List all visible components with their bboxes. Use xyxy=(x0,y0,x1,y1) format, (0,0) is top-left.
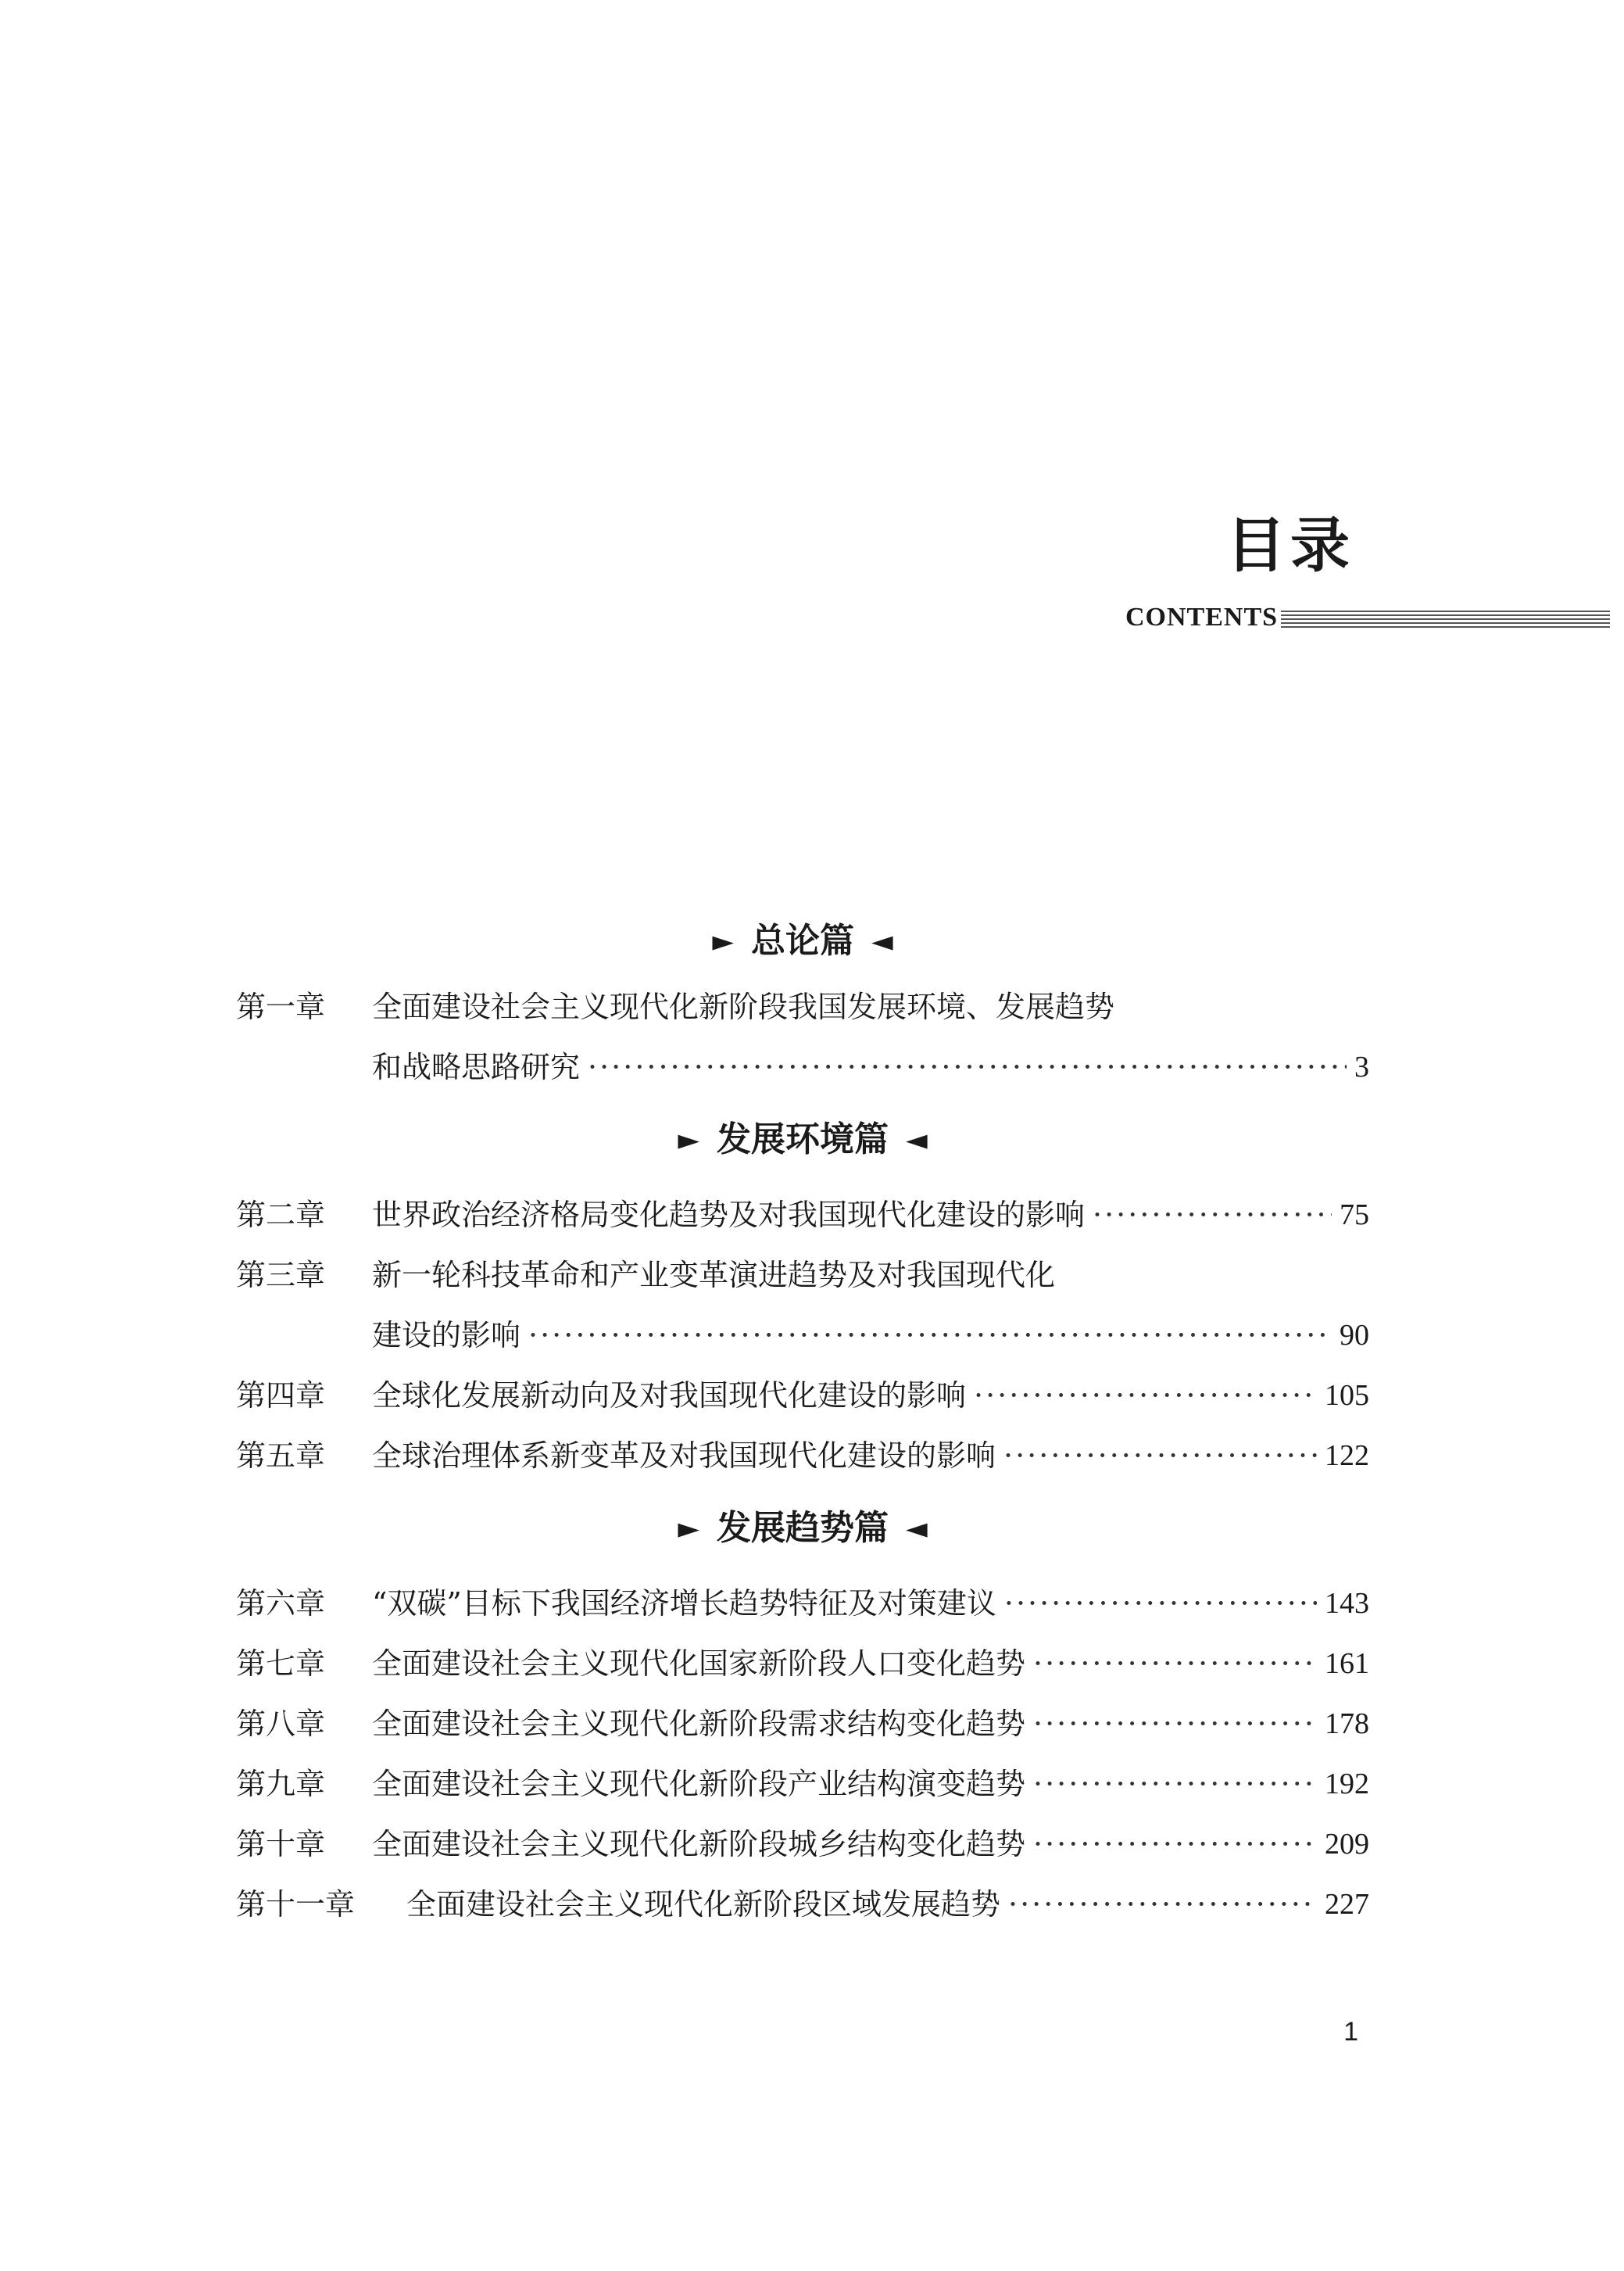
right-pointer-icon: ► xyxy=(678,1512,699,1545)
page-number: 209 xyxy=(1325,1828,1369,1861)
toc-entry-chapter-11[interactable] xyxy=(236,1875,1369,1935)
page-number: 90 xyxy=(1340,1319,1369,1352)
toc-entry-chapter-1[interactable] xyxy=(236,977,1369,1037)
contents-subtitle: CONTENTS xyxy=(1125,603,1279,632)
page-title: 目录 xyxy=(1226,510,1354,580)
chapter-title: 全面建设社会主义现代化新阶段产业结构演变趋势 xyxy=(372,1767,1026,1801)
chapter-title: 全面建设社会主义现代化新阶段城乡结构变化趋势 xyxy=(372,1827,1026,1861)
chapter-number: 第十章 xyxy=(236,1827,326,1861)
page-number: 143 xyxy=(1325,1587,1369,1620)
toc-entry-chapter-4[interactable] xyxy=(236,1366,1369,1426)
dot-leader xyxy=(974,1366,1317,1426)
section-title: 总论篇 xyxy=(751,921,854,961)
page-number: 192 xyxy=(1325,1768,1369,1800)
page-number: 3 xyxy=(1354,1051,1369,1084)
toc-heading xyxy=(1226,510,1354,580)
page-number: 105 xyxy=(1325,1379,1369,1412)
toc-entry-chapter-6[interactable] xyxy=(236,1574,1369,1634)
toc-entry-chapter-8[interactable] xyxy=(236,1694,1369,1754)
chapter-title: 全面建设社会主义现代化国家新阶段人口变化趋势 xyxy=(372,1646,1026,1681)
chapter-title: 全面建设社会主义现代化新阶段区域发展趋势 xyxy=(406,1887,1001,1922)
chapter-title: “双碳”目标下我国经济增长趋势特征及对策建议 xyxy=(372,1586,996,1621)
decorative-rule-lines xyxy=(1281,611,1610,628)
dot-leader xyxy=(1033,1634,1317,1694)
chapter-title: 全球化发展新动向及对我国现代化建设的影响 xyxy=(372,1378,967,1413)
chapter-title: 世界政治经济格局变化趋势及对我国现代化建设的影响 xyxy=(372,1198,1086,1232)
toc-entry-chapter-2[interactable] xyxy=(236,1185,1369,1245)
chapter-number: 第一章 xyxy=(236,990,326,1024)
toc-entry-chapter-10[interactable] xyxy=(236,1814,1369,1875)
dot-leader xyxy=(588,1037,1347,1098)
dot-leader xyxy=(1093,1185,1332,1245)
toc-entry-chapter-7[interactable] xyxy=(236,1634,1369,1694)
left-pointer-icon: ◄ xyxy=(906,1512,928,1545)
chapter-number: 第八章 xyxy=(236,1707,326,1741)
page-number: 122 xyxy=(1325,1439,1369,1472)
chapter-title-line2: 和战略思路研究 xyxy=(372,1050,581,1084)
page-number: 75 xyxy=(1340,1198,1369,1231)
chapter-number: 第五章 xyxy=(236,1438,326,1473)
chapter-title-line1: 新一轮科技革命和产业变革演进趋势及对我国现代化 xyxy=(372,1258,1056,1292)
dot-leader xyxy=(1004,1574,1317,1634)
section-header-trends xyxy=(236,1502,1369,1555)
section-header-environment xyxy=(236,1113,1369,1166)
chapter-title: 全球治理体系新变革及对我国现代化建设的影响 xyxy=(372,1438,996,1473)
table-of-contents xyxy=(236,915,1369,1935)
chapter-number: 第六章 xyxy=(236,1586,326,1621)
right-pointer-icon: ► xyxy=(678,1123,699,1156)
page-number: 227 xyxy=(1325,1888,1369,1921)
toc-entry-chapter-3[interactable] xyxy=(236,1245,1369,1306)
page-number: 178 xyxy=(1325,1707,1369,1740)
dot-leader xyxy=(1008,1875,1317,1935)
left-pointer-icon: ◄ xyxy=(871,925,893,958)
dot-leader xyxy=(1033,1814,1317,1875)
chapter-number: 第七章 xyxy=(236,1646,326,1681)
toc-entry-chapter-1-continued[interactable] xyxy=(236,1037,1369,1098)
chapter-number: 第四章 xyxy=(236,1378,326,1413)
dot-leader xyxy=(1033,1694,1317,1754)
right-pointer-icon: ► xyxy=(712,925,734,958)
chapter-title: 全面建设社会主义现代化新阶段需求结构变化趋势 xyxy=(372,1707,1026,1741)
toc-entry-chapter-9[interactable] xyxy=(236,1754,1369,1814)
chapter-title-line1: 全面建设社会主义现代化新阶段我国发展环境、发展趋势 xyxy=(372,990,1115,1024)
section-title: 发展环境篇 xyxy=(717,1119,889,1159)
section-header-general xyxy=(236,915,1369,968)
chapter-number: 第十一章 xyxy=(236,1887,356,1922)
page-footer-number: 1 xyxy=(1343,2017,1358,2047)
toc-entry-chapter-5[interactable] xyxy=(236,1426,1369,1486)
left-pointer-icon: ◄ xyxy=(906,1123,928,1156)
toc-entry-chapter-3-continued[interactable] xyxy=(236,1306,1369,1366)
dot-leader xyxy=(1033,1754,1317,1814)
chapter-number: 第九章 xyxy=(236,1767,326,1801)
chapter-title-line2: 建设的影响 xyxy=(372,1318,521,1352)
chapter-number: 第二章 xyxy=(236,1198,326,1232)
page-number: 161 xyxy=(1325,1647,1369,1680)
contents-subtitle-row xyxy=(1125,602,1610,633)
dot-leader xyxy=(528,1306,1332,1366)
section-title: 发展趋势篇 xyxy=(717,1508,889,1548)
chapter-number: 第三章 xyxy=(236,1258,326,1292)
dot-leader xyxy=(1003,1426,1317,1486)
